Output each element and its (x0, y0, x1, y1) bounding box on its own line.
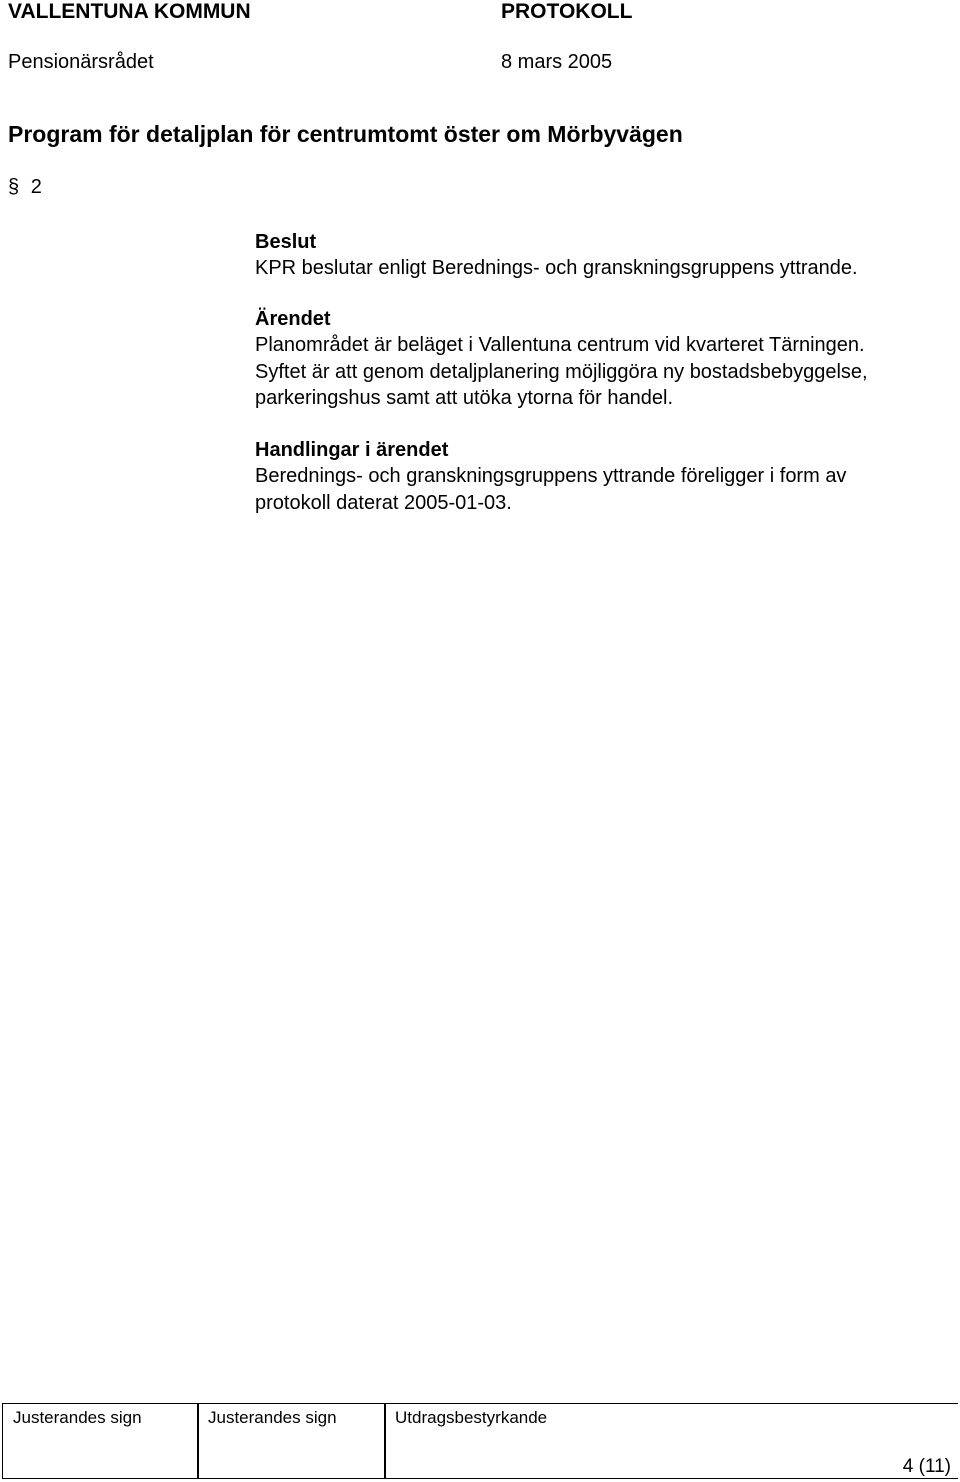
paragraph-number (8, 176, 42, 199)
paragraph-symbol: § (8, 176, 20, 198)
section-line: parkeringshus samt att utöka ytorna för handel. (255, 387, 674, 409)
section-heading: Handlingar i ärendet (255, 439, 449, 461)
footer-cell-utdrag (385, 1404, 957, 1478)
section-line: protokoll daterat 2005-01-03. (255, 491, 512, 514)
footer-label: Justerandes sign (208, 1408, 337, 1427)
footer-label: Justerandes sign (13, 1408, 142, 1427)
footer-cell-justerande-1 (3, 1404, 197, 1478)
footer-cell-justerande-2 (198, 1404, 384, 1478)
document-title: Program för detaljplan för centrumtomt öster om Mörbyvägen (8, 121, 683, 147)
paragraph-value: 2 (30, 176, 42, 198)
footer-label: Utdragsbestyrkande (395, 1408, 548, 1427)
meeting-date: 8 mars 2005 (501, 51, 613, 73)
section-line: KPR beslutar enligt Berednings- och granskningsgruppens yttrande. (255, 257, 858, 279)
section-line: Berednings- och granskningsgruppens yttrande föreligger i form av (255, 465, 847, 487)
body-name: Pensionärsrådet (8, 51, 154, 73)
section-arendet (255, 306, 868, 412)
section-beslut (255, 229, 858, 282)
document-type: PROTOKOLL (501, 0, 633, 23)
section-handlingar (255, 437, 846, 516)
section-line: Syftet är att genom detaljplanering möjliggöra ny bostadsbebyggelse, (255, 360, 868, 383)
page-number: 4 (11) (902, 1456, 951, 1477)
signature-footer (2, 1403, 958, 1479)
section-line: Planområdet är beläget i Vallentuna centrum vid kvarteret Tärningen. (255, 334, 865, 356)
organization-name: VALLENTUNA KOMMUN (8, 0, 251, 23)
section-heading: Beslut (255, 231, 317, 253)
section-heading: Ärendet (255, 308, 331, 330)
